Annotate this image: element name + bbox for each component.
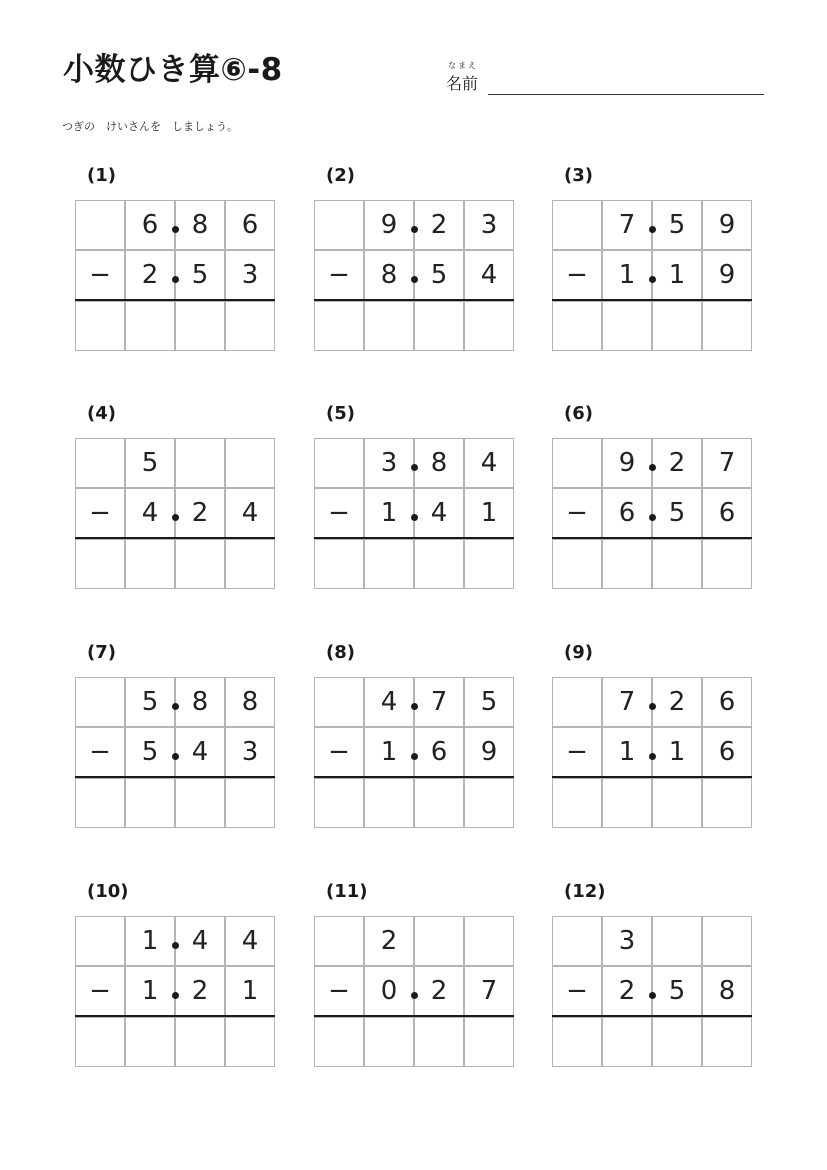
answer-line <box>552 776 752 778</box>
minuend-digit: 3 <box>364 438 414 488</box>
answer-cell[interactable] <box>75 778 125 828</box>
minus-sign: − <box>314 727 364 777</box>
minuend-digit: 1 <box>125 916 175 966</box>
answer-line <box>75 299 275 301</box>
name-write-line[interactable] <box>488 94 764 95</box>
answer-cell[interactable] <box>314 778 364 828</box>
answer-line <box>552 299 752 301</box>
subtraction-grid <box>314 438 514 589</box>
minuend-digit: 2 <box>652 677 702 727</box>
subtrahend-digit: 0 <box>364 966 414 1016</box>
minuend-digit: 6 <box>702 677 752 727</box>
subtrahend-digit: 6 <box>702 727 752 777</box>
answer-cell[interactable] <box>314 539 364 589</box>
answer-line <box>552 1015 752 1017</box>
subtraction-grid <box>75 200 275 351</box>
subtrahend-digit: 3 <box>225 727 275 777</box>
minus-sign: − <box>75 727 125 777</box>
minuend-decimal-point <box>172 942 179 949</box>
subtrahend-digit: 6 <box>414 727 464 777</box>
subtrahend-digit: 4 <box>414 488 464 538</box>
answer-cell[interactable] <box>602 301 652 351</box>
problem-label: (2) <box>326 165 355 186</box>
subtraction-grid <box>75 916 275 1067</box>
problem-7 <box>75 641 275 841</box>
subtrahend-digit: 4 <box>225 488 275 538</box>
problem-label: (12) <box>564 881 606 902</box>
subtrahend-digit: 5 <box>125 727 175 777</box>
subtraction-grid <box>552 916 752 1067</box>
answer-line <box>314 537 514 539</box>
answer-cell[interactable] <box>414 301 464 351</box>
subtraction-grid <box>552 200 752 351</box>
answer-cell[interactable] <box>414 778 464 828</box>
answer-cell[interactable] <box>552 778 602 828</box>
subtrahend-digit: 2 <box>175 966 225 1016</box>
problem-3 <box>552 164 752 364</box>
minuend-digit <box>225 438 275 488</box>
subtrahend-digit: 9 <box>464 727 514 777</box>
answer-cell[interactable] <box>225 1017 275 1067</box>
answer-line <box>314 776 514 778</box>
name-ruby: なまえ <box>448 61 478 70</box>
subtraction-grid <box>552 677 752 828</box>
empty-cell <box>314 200 364 250</box>
subtrahend-decimal-point <box>649 276 656 283</box>
answer-cell[interactable] <box>314 301 364 351</box>
subtrahend-digit: 8 <box>364 250 414 300</box>
answer-line <box>75 537 275 539</box>
subtrahend-digit: 3 <box>225 250 275 300</box>
minuend-digit <box>464 916 514 966</box>
minuend-digit: 7 <box>602 200 652 250</box>
minus-sign: − <box>314 966 364 1016</box>
answer-cell[interactable] <box>652 301 702 351</box>
minuend-digit: 4 <box>464 438 514 488</box>
answer-cell[interactable] <box>702 778 752 828</box>
subtrahend-digit: 5 <box>652 966 702 1016</box>
answer-cell[interactable] <box>552 301 602 351</box>
answer-line <box>314 1015 514 1017</box>
subtrahend-digit: 5 <box>175 250 225 300</box>
subtrahend-digit: 7 <box>464 966 514 1016</box>
minuend-digit: 9 <box>364 200 414 250</box>
minuend-digit <box>414 916 464 966</box>
answer-cell[interactable] <box>464 778 514 828</box>
minus-sign: − <box>75 250 125 300</box>
answer-cell[interactable] <box>702 301 752 351</box>
minus-sign: − <box>314 488 364 538</box>
subtrahend-digit: 6 <box>702 488 752 538</box>
answer-cell[interactable] <box>414 1017 464 1067</box>
subtrahend-digit: 8 <box>702 966 752 1016</box>
answer-line <box>552 537 752 539</box>
subtrahend-digit: 1 <box>602 727 652 777</box>
answer-cell[interactable] <box>225 778 275 828</box>
minuend-digit: 5 <box>464 677 514 727</box>
answer-cell[interactable] <box>652 778 702 828</box>
subtrahend-digit: 4 <box>175 727 225 777</box>
subtrahend-digit: 5 <box>652 488 702 538</box>
subtrahend-digit: 1 <box>364 488 414 538</box>
answer-cell[interactable] <box>464 539 514 589</box>
problem-9 <box>552 641 752 841</box>
page-title: 小数ひき算⑥-8 <box>63 52 283 88</box>
minuend-digit: 4 <box>175 916 225 966</box>
minuend-digit: 8 <box>175 200 225 250</box>
subtrahend-digit: 4 <box>125 488 175 538</box>
subtraction-grid <box>314 916 514 1067</box>
minuend-digit: 2 <box>652 438 702 488</box>
minuend-digit: 6 <box>125 200 175 250</box>
minuend-digit: 4 <box>364 677 414 727</box>
subtraction-grid <box>75 677 275 828</box>
answer-cell[interactable] <box>364 539 414 589</box>
subtrahend-digit: 1 <box>225 966 275 1016</box>
problem-label: (8) <box>326 642 355 663</box>
problem-label: (1) <box>87 165 116 186</box>
empty-cell <box>552 200 602 250</box>
subtrahend-digit: 9 <box>702 250 752 300</box>
answer-cell[interactable] <box>602 539 652 589</box>
minuend-digit: 9 <box>702 200 752 250</box>
subtrahend-decimal-point <box>411 753 418 760</box>
subtrahend-digit: 1 <box>364 727 414 777</box>
minuend-digit: 3 <box>464 200 514 250</box>
minuend-digit: 8 <box>175 677 225 727</box>
minuend-decimal-point <box>411 464 418 471</box>
problem-11 <box>314 880 514 1080</box>
minuend-digit: 4 <box>225 916 275 966</box>
answer-cell[interactable] <box>552 539 602 589</box>
problem-label: (7) <box>87 642 116 663</box>
empty-cell <box>314 438 364 488</box>
instructions: つぎの けいさんを しましょう。 <box>62 120 238 133</box>
minuend-digit: 5 <box>125 438 175 488</box>
minus-sign: − <box>75 966 125 1016</box>
subtraction-grid <box>552 438 752 589</box>
answer-cell[interactable] <box>364 1017 414 1067</box>
minuend-decimal-point <box>172 703 179 710</box>
subtrahend-digit: 5 <box>414 250 464 300</box>
minuend-digit <box>652 916 702 966</box>
answer-cell[interactable] <box>75 539 125 589</box>
problem-label: (3) <box>564 165 593 186</box>
subtrahend-decimal-point <box>411 514 418 521</box>
problem-4 <box>75 402 275 602</box>
subtrahend-digit: 1 <box>652 727 702 777</box>
minuend-digit: 7 <box>414 677 464 727</box>
minuend-decimal-point <box>411 703 418 710</box>
subtraction-grid <box>314 200 514 351</box>
subtrahend-decimal-point <box>172 992 179 999</box>
subtrahend-digit: 4 <box>464 250 514 300</box>
answer-cell[interactable] <box>125 301 175 351</box>
subtrahend-digit: 1 <box>652 250 702 300</box>
minuend-digit: 2 <box>364 916 414 966</box>
subtrahend-decimal-point <box>649 753 656 760</box>
empty-cell <box>552 916 602 966</box>
answer-cell[interactable] <box>175 301 225 351</box>
empty-cell <box>75 677 125 727</box>
problem-label: (6) <box>564 403 593 424</box>
answer-cell[interactable] <box>125 778 175 828</box>
subtrahend-digit: 6 <box>602 488 652 538</box>
answer-cell[interactable] <box>464 301 514 351</box>
answer-cell[interactable] <box>175 1017 225 1067</box>
answer-cell[interactable] <box>175 778 225 828</box>
answer-cell[interactable] <box>652 1017 702 1067</box>
answer-cell[interactable] <box>552 1017 602 1067</box>
problem-label: (5) <box>326 403 355 424</box>
subtrahend-decimal-point <box>411 276 418 283</box>
minuend-digit: 3 <box>602 916 652 966</box>
problem-label: (4) <box>87 403 116 424</box>
answer-cell[interactable] <box>364 778 414 828</box>
minuend-digit <box>175 438 225 488</box>
minuend-digit: 2 <box>414 200 464 250</box>
minus-sign: − <box>552 250 602 300</box>
subtrahend-decimal-point <box>649 992 656 999</box>
problem-10 <box>75 880 275 1080</box>
minuend-digit: 8 <box>225 677 275 727</box>
minuend-digit: 7 <box>702 438 752 488</box>
subtrahend-digit: 2 <box>125 250 175 300</box>
minuend-decimal-point <box>649 226 656 233</box>
minuend-digit <box>702 916 752 966</box>
answer-cell[interactable] <box>75 1017 125 1067</box>
empty-cell <box>75 916 125 966</box>
answer-cell[interactable] <box>75 301 125 351</box>
problem-5 <box>314 402 514 602</box>
subtrahend-digit: 1 <box>602 250 652 300</box>
subtrahend-decimal-point <box>411 992 418 999</box>
minus-sign: − <box>75 488 125 538</box>
empty-cell <box>75 438 125 488</box>
minuend-decimal-point <box>649 703 656 710</box>
answer-cell[interactable] <box>225 301 275 351</box>
subtraction-grid <box>75 438 275 589</box>
subtrahend-digit: 2 <box>602 966 652 1016</box>
problem-1 <box>75 164 275 364</box>
minuend-digit: 5 <box>125 677 175 727</box>
minus-sign: − <box>552 488 602 538</box>
subtrahend-digit: 1 <box>125 966 175 1016</box>
minus-sign: − <box>552 966 602 1016</box>
minus-sign: − <box>552 727 602 777</box>
minuend-decimal-point <box>649 464 656 471</box>
problem-6 <box>552 402 752 602</box>
minuend-digit: 9 <box>602 438 652 488</box>
empty-cell <box>314 677 364 727</box>
minuend-digit: 7 <box>602 677 652 727</box>
problem-12 <box>552 880 752 1080</box>
subtrahend-decimal-point <box>172 753 179 760</box>
name-label: 名前 <box>446 74 479 93</box>
answer-cell[interactable] <box>602 778 652 828</box>
answer-cell[interactable] <box>414 539 464 589</box>
minuend-digit: 8 <box>414 438 464 488</box>
minuend-digit: 6 <box>225 200 275 250</box>
subtrahend-decimal-point <box>649 514 656 521</box>
problem-2 <box>314 164 514 364</box>
empty-cell <box>314 916 364 966</box>
subtrahend-digit: 2 <box>175 488 225 538</box>
minuend-digit: 5 <box>652 200 702 250</box>
subtrahend-digit: 1 <box>464 488 514 538</box>
subtrahend-decimal-point <box>172 276 179 283</box>
answer-cell[interactable] <box>125 1017 175 1067</box>
answer-cell[interactable] <box>125 539 175 589</box>
answer-cell[interactable] <box>364 301 414 351</box>
minus-sign: − <box>314 250 364 300</box>
problem-label: (10) <box>87 881 129 902</box>
empty-cell <box>552 438 602 488</box>
empty-cell <box>552 677 602 727</box>
answer-cell[interactable] <box>702 539 752 589</box>
minuend-decimal-point <box>172 226 179 233</box>
answer-cell[interactable] <box>464 1017 514 1067</box>
subtraction-grid <box>314 677 514 828</box>
problem-8 <box>314 641 514 841</box>
answer-line <box>314 299 514 301</box>
answer-cell[interactable] <box>314 1017 364 1067</box>
problem-label: (11) <box>326 881 368 902</box>
problem-label: (9) <box>564 642 593 663</box>
name-field <box>446 60 766 100</box>
answer-cell[interactable] <box>702 1017 752 1067</box>
subtrahend-decimal-point <box>172 514 179 521</box>
answer-cell[interactable] <box>175 539 225 589</box>
subtrahend-digit: 2 <box>414 966 464 1016</box>
minuend-decimal-point <box>411 226 418 233</box>
answer-cell[interactable] <box>602 1017 652 1067</box>
answer-cell[interactable] <box>652 539 702 589</box>
empty-cell <box>75 200 125 250</box>
answer-line <box>75 1015 275 1017</box>
answer-line <box>75 776 275 778</box>
answer-cell[interactable] <box>225 539 275 589</box>
